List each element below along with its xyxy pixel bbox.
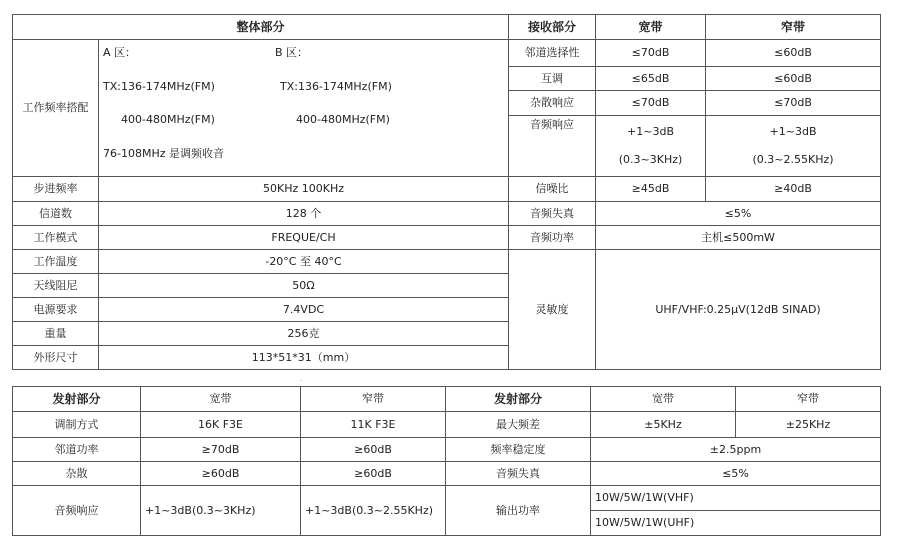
channels-value: 128 个 xyxy=(99,202,509,226)
freq-stability-value: ±2.5ppm xyxy=(591,438,881,462)
antenna-label: 天线阻尼 xyxy=(13,274,99,298)
tx-header-right: 发射部分 xyxy=(446,387,591,412)
tx-distortion-label: 音频失真 xyxy=(446,462,591,486)
audio-resp-wide-range: (0.3~3KHz) xyxy=(618,153,683,166)
step-value: 50KHz 100KHz xyxy=(99,177,509,202)
header-overall: 整体部分 xyxy=(13,15,509,40)
tx-audio-resp-wide: +1~3dB(0.3~3KHz) xyxy=(141,486,301,536)
distortion-label: 音频失真 xyxy=(509,202,596,226)
output-power-uhf: 10W/5W/1W(UHF) xyxy=(591,511,881,536)
audio-power-label: 音频功率 xyxy=(509,226,596,250)
freq-values xyxy=(99,40,509,177)
zone-b-tx: TX:136-174MHz(FM) xyxy=(280,80,392,93)
header-wide: 宽带 xyxy=(596,15,706,40)
tx-spurious-label: 杂散 xyxy=(13,462,141,486)
intermod-wide: ≤65dB xyxy=(596,67,706,91)
power-supply-label: 电源要求 xyxy=(13,298,99,322)
freq-label: 工作频率搭配 xyxy=(13,40,99,177)
tx-narrow-header-left: 窄带 xyxy=(301,387,446,412)
adjacent-label: 邻道选择性 xyxy=(509,40,596,67)
output-power-label: 输出功率 xyxy=(446,486,591,536)
tx-wide-header-right: 宽带 xyxy=(591,387,736,412)
adjacent-wide: ≤70dB xyxy=(596,40,706,67)
audio-resp-narrow-value: +1~3dB xyxy=(769,125,817,138)
distortion-value: ≤5% xyxy=(596,202,881,226)
audio-resp-narrow xyxy=(706,116,881,177)
adjacent-power-wide: ≥70dB xyxy=(141,438,301,462)
tx-spurious-narrow: ≥60dB xyxy=(301,462,446,486)
max-deviation-narrow: ±25KHz xyxy=(736,412,881,438)
temp-value: -20°C 至 40°C xyxy=(99,250,509,274)
fm-radio-note: 76-108MHz 是调频收音 xyxy=(103,147,224,160)
zone-b-uhf: 400-480MHz(FM) xyxy=(296,113,390,126)
modulation-label: 调制方式 xyxy=(13,412,141,438)
modulation-narrow: 11K F3E xyxy=(301,412,446,438)
channels-label: 信道数 xyxy=(13,202,99,226)
sensitivity-value: UHF/VHF:0.25μV(12dB SINAD) xyxy=(596,250,881,370)
audio-resp-wide-value: +1~3dB xyxy=(627,125,674,138)
output-power-vhf: 10W/5W/1W(VHF) xyxy=(591,486,881,511)
spurious-narrow: ≤70dB xyxy=(706,91,881,116)
step-label: 步进频率 xyxy=(13,177,99,202)
audio-resp-wide xyxy=(596,116,706,177)
dimensions-label: 外形尺寸 xyxy=(13,346,99,370)
weight-label: 重量 xyxy=(13,322,99,346)
tx-narrow-header-right: 窄带 xyxy=(736,387,881,412)
tx-distortion-value: ≤5% xyxy=(591,462,881,486)
audio-resp-narrow-range: (0.3~2.55KHz) xyxy=(752,153,834,166)
snr-wide: ≥45dB xyxy=(596,177,706,202)
temp-label: 工作温度 xyxy=(13,250,99,274)
weight-value: 256克 xyxy=(99,322,509,346)
adjacent-power-label: 邻道功率 xyxy=(13,438,141,462)
audio-power-value: 主机≤500mW xyxy=(596,226,881,250)
zone-a-tx: TX:136-174MHz(FM) xyxy=(103,80,215,93)
tx-spurious-wide: ≥60dB xyxy=(141,462,301,486)
snr-label: 信噪比 xyxy=(509,177,596,202)
spec-table-main xyxy=(12,14,881,370)
mode-value: FREQUE/CH xyxy=(99,226,509,250)
tx-header-left: 发射部分 xyxy=(13,387,141,412)
tx-audio-resp-narrow: +1~3dB(0.3~2.55KHz) xyxy=(301,486,446,536)
sensitivity-label: 灵敏度 xyxy=(509,250,596,370)
modulation-wide: 16K F3E xyxy=(141,412,301,438)
intermod-narrow: ≤60dB xyxy=(706,67,881,91)
header-narrow: 窄带 xyxy=(706,15,881,40)
audio-resp-label: 音频响应 xyxy=(509,116,596,177)
zone-b-label: B 区： xyxy=(275,46,309,59)
stray-dot: · xyxy=(300,378,302,385)
dimensions-value: 113*51*31（mm） xyxy=(99,346,509,370)
snr-narrow: ≥40dB xyxy=(706,177,881,202)
tx-audio-resp-label: 音频响应 xyxy=(13,486,141,536)
adjacent-narrow: ≤60dB xyxy=(706,40,881,67)
zone-a-uhf: 400-480MHz(FM) xyxy=(121,113,215,126)
intermod-label: 互调 xyxy=(509,67,596,91)
tx-wide-header-left: 宽带 xyxy=(141,387,301,412)
spec-table-transmit xyxy=(12,386,881,536)
mode-label: 工作模式 xyxy=(13,226,99,250)
zone-a-label: A 区： xyxy=(103,46,137,59)
adjacent-power-narrow: ≥60dB xyxy=(301,438,446,462)
max-deviation-label: 最大频差 xyxy=(446,412,591,438)
power-supply-value: 7.4VDC xyxy=(99,298,509,322)
spurious-wide: ≤70dB xyxy=(596,91,706,116)
spurious-label: 杂散响应 xyxy=(509,91,596,116)
freq-stability-label: 频率稳定度 xyxy=(446,438,591,462)
antenna-value: 50Ω xyxy=(99,274,509,298)
max-deviation-wide: ±5KHz xyxy=(591,412,736,438)
header-receive: 接收部分 xyxy=(509,15,596,40)
